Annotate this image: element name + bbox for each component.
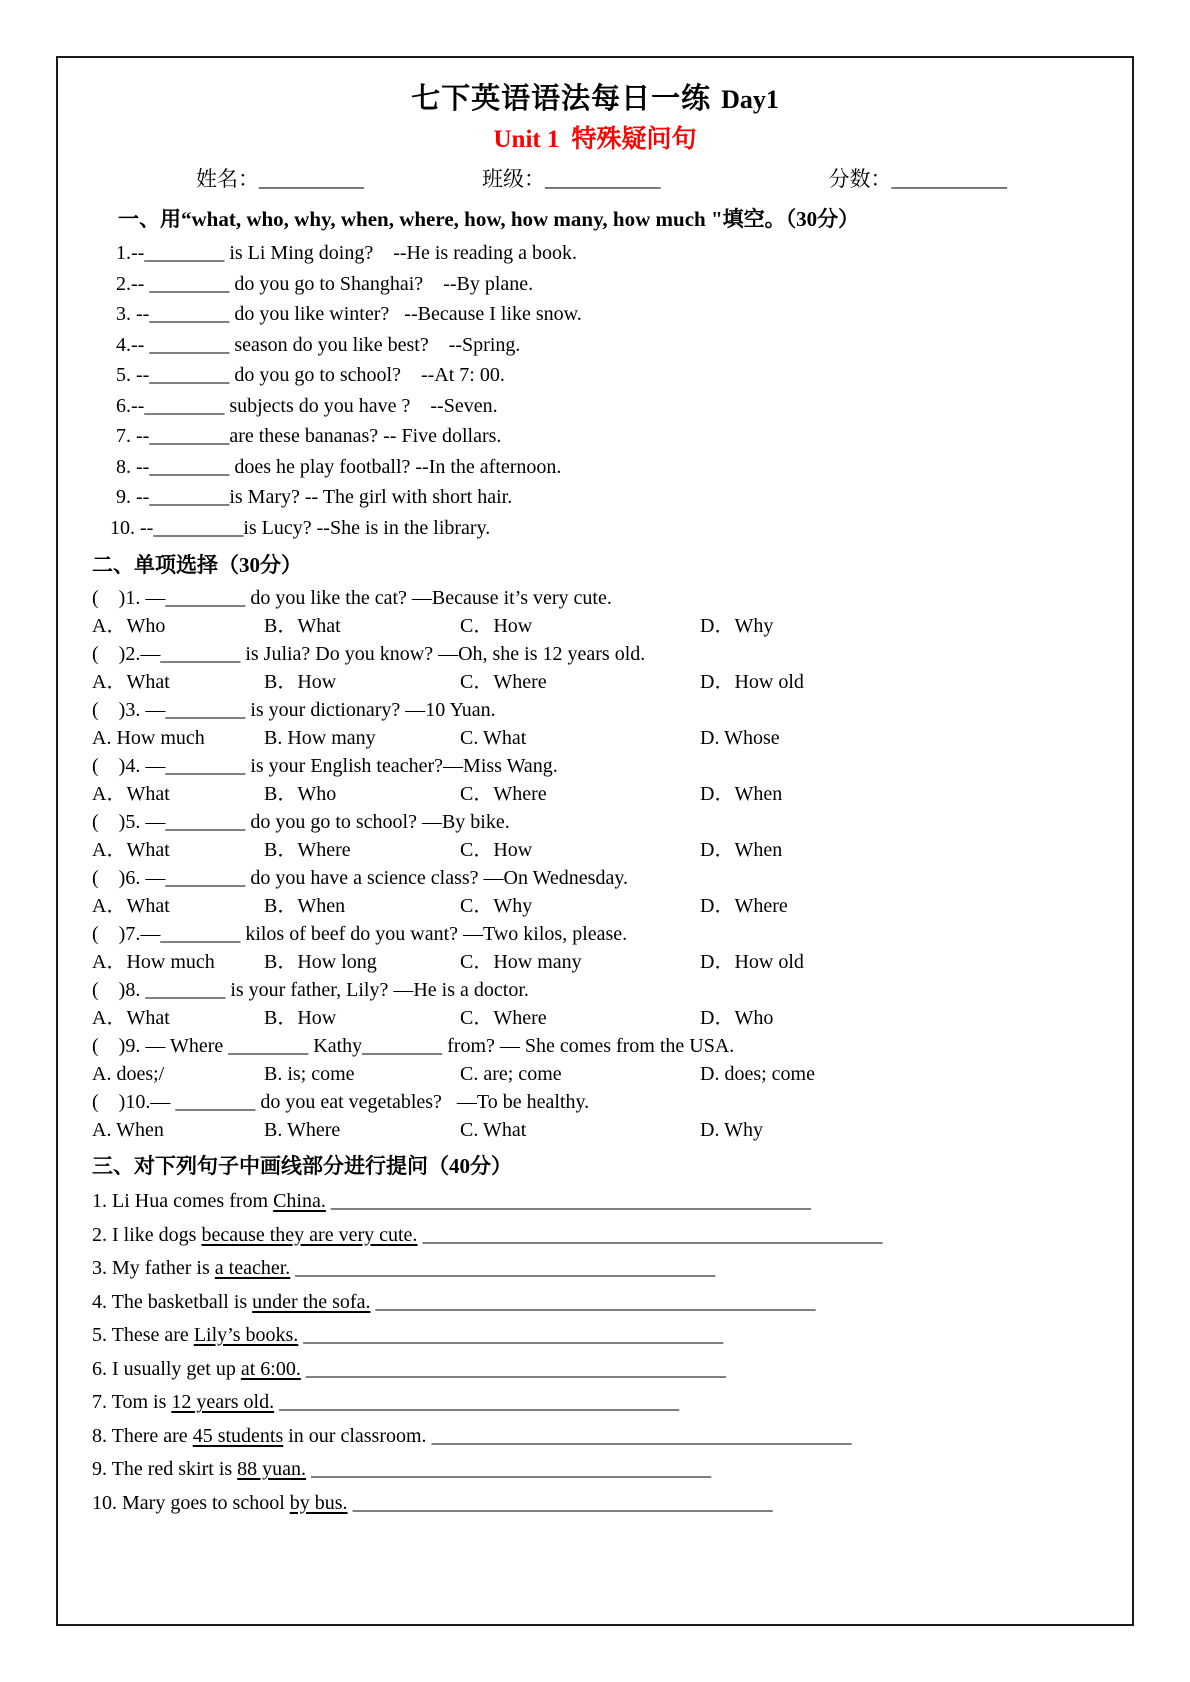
mcq-question: [84, 752, 1106, 808]
mcq-question: [84, 864, 1106, 920]
underlined-text: China.: [273, 1190, 326, 1212]
rewrite-item: [84, 1487, 1106, 1521]
class-blank-line: ___________: [545, 167, 661, 191]
score-blank-line: ___________: [891, 167, 1007, 191]
underlined-text: under the sofa.: [252, 1290, 371, 1313]
underlined-text: at 6:00.: [240, 1357, 301, 1380]
choice-c: C．How: [460, 615, 533, 637]
choice-a: A．What: [92, 895, 170, 917]
answer-blank: ____________________________________________: [375, 1290, 816, 1313]
choice-c: C．Where: [460, 783, 547, 805]
choice-c: C．How many: [460, 951, 582, 973]
choice-b: B．Where: [264, 839, 351, 861]
mcq-question: [84, 640, 1106, 696]
answer-blank: __________________________________________: [305, 1357, 726, 1380]
item-text: 3. My father is: [92, 1257, 215, 1279]
mcq-question: [84, 696, 1106, 752]
mcq-choices: [84, 724, 1106, 752]
rewrite-item: [84, 1252, 1106, 1286]
section1-heading: 一、用“what, who, why, when, where, how, how many, how much "填空。（30分）: [118, 207, 860, 231]
choice-a: A．What: [92, 1007, 170, 1029]
section-fill-in: [84, 203, 1106, 543]
mcq-choices: [84, 1060, 1106, 1088]
score-label: 分数：: [828, 167, 892, 191]
answer-blank: ________________________________________: [279, 1391, 680, 1413]
fill-in-item: 7. --________are these bananas? -- Five dollars.: [116, 425, 502, 447]
mcq-stem: ( )4. —________ is your English teacher?—Miss Wang.: [92, 755, 558, 777]
choice-a: A．What: [92, 839, 170, 861]
page-title-day: Day1: [721, 85, 779, 114]
choice-b: B．How long: [264, 951, 377, 973]
rewrite-item: [84, 1386, 1106, 1420]
choice-b: B．How: [264, 671, 337, 693]
item-text: 5. These are: [92, 1324, 194, 1346]
mcq-question: [84, 1088, 1106, 1144]
name-blank-line: __________: [259, 167, 364, 191]
fill-in-item: 10. --_________is Lucy? --She is in the library.: [110, 516, 491, 539]
underlined-text: by bus.: [289, 1491, 348, 1514]
mcq-stem: ( )5. —________ do you go to school? —By bike.: [92, 811, 510, 833]
rewrite-item: [84, 1286, 1106, 1320]
choice-a: A. How much: [92, 727, 205, 749]
underlined-text: a teacher.: [214, 1257, 291, 1279]
item-text: 10. Mary goes to school: [92, 1491, 290, 1514]
unit-subtitle: [84, 119, 1106, 155]
item-text: 7. Tom is: [92, 1391, 172, 1413]
choice-b: B. is; come: [264, 1063, 355, 1085]
answer-blank: ________________________________________: [311, 1458, 712, 1480]
rewrite-item: [84, 1219, 1106, 1253]
item-text: 4. The basketball is: [92, 1290, 253, 1313]
fill-in-item: 3. --________ do you like winter? --Because I like snow.: [116, 303, 582, 325]
choice-c: C．Where: [460, 1007, 547, 1029]
section-question-rewrite: [84, 1150, 1106, 1520]
choice-c: C. What: [460, 1119, 527, 1141]
answer-blank: __________________________________________: [431, 1424, 852, 1447]
choice-b: B. Where: [264, 1119, 341, 1141]
score-field: [829, 163, 1008, 193]
choice-d: D. Why: [700, 1119, 763, 1141]
choice-d: D．How old: [700, 671, 804, 693]
mcq-question: [84, 920, 1106, 976]
name-label: 姓名：: [196, 167, 259, 191]
section3-heading: 三、对下列句子中画线部分进行提问（40分）: [92, 1154, 512, 1178]
fill-in-item: 8. --________ does he play football? --In the afternoon.: [116, 455, 562, 478]
item-text: 2. I like dogs: [92, 1223, 202, 1246]
choice-a: A．What: [92, 783, 170, 805]
item-text: 6. I usually get up: [92, 1357, 241, 1380]
item-text: 9. The red skirt is: [92, 1458, 238, 1480]
rewrite-item: [84, 1453, 1106, 1487]
choice-b: B．How: [264, 1007, 337, 1029]
unit-label: Unit 1: [493, 126, 560, 153]
mcq-stem: ( )8. ________ is your father, Lily? —He is a doctor.: [92, 979, 529, 1001]
fill-in-item: 4.-- ________ season do you like best? --Spring.: [116, 333, 521, 356]
page-title-main: 七下英语语法每日一练: [411, 83, 712, 115]
rewrite-item: [84, 1353, 1106, 1387]
mcq-choices: [84, 780, 1106, 808]
answer-blank: __________________________________________: [295, 1257, 716, 1279]
rewrite-item: [84, 1420, 1106, 1454]
choice-b: B. How many: [264, 727, 376, 749]
underlined-text: 88 yuan.: [237, 1458, 307, 1480]
mcq-question: [84, 584, 1106, 640]
worksheet-page: [56, 56, 1134, 1626]
mcq-stem: ( )6. —________ do you have a science class? —On Wednesday.: [92, 867, 629, 889]
section2-heading: 二、单项选择（30分）: [92, 553, 302, 577]
choice-a: A．Who: [92, 615, 166, 637]
page-title: [84, 76, 1106, 117]
item-text: in our classroom.: [283, 1424, 432, 1447]
rewrite-item: [84, 1319, 1106, 1353]
answer-blank: __________________________________________: [303, 1324, 724, 1346]
mcq-stem: ( )10.— ________ do you eat vegetables? —To be healthy.: [92, 1091, 590, 1113]
mcq-stem: ( )2.—________ is Julia? Do you know? —Oh, she is 12 years old.: [92, 643, 646, 665]
choice-a: A. When: [92, 1119, 164, 1141]
rewrite-item: [84, 1185, 1106, 1219]
choice-b: B．When: [264, 895, 346, 917]
mcq-choices: [84, 612, 1106, 640]
underlined-text: because they are very cute.: [201, 1223, 418, 1246]
mcq-question: [84, 808, 1106, 864]
mcq-question: [84, 1032, 1106, 1088]
answer-blank: ______________________________________________: [422, 1223, 883, 1246]
mcq-stem: ( )9. — Where ________ Kathy________ from? — She comes from the USA.: [92, 1035, 735, 1057]
class-field: [482, 163, 661, 193]
choice-d: D. does; come: [700, 1063, 815, 1085]
mcq-stem: ( )7.—________ kilos of beef do you want? —Two kilos, please.: [92, 923, 628, 945]
name-field: [196, 163, 364, 193]
mcq-choices: [84, 668, 1106, 696]
choice-d: D．Why: [700, 615, 774, 637]
choice-a: A．What: [92, 671, 170, 693]
mcq-stem: ( )1. —________ do you like the cat? —Because it’s very cute.: [92, 587, 612, 609]
choice-b: B．What: [264, 615, 341, 637]
mcq-choices: [84, 892, 1106, 920]
fill-in-item: 2.-- ________ do you go to Shanghai? --By plane.: [116, 272, 534, 295]
choice-c: C. What: [460, 727, 527, 749]
underlined-text: Lily’s books.: [193, 1324, 299, 1346]
fill-in-item: 9. --________is Mary? -- The girl with short hair.: [116, 486, 513, 508]
mcq-question: [84, 976, 1106, 1032]
item-text: 1. Li Hua comes from: [92, 1190, 274, 1212]
mcq-stem: ( )3. —________ is your dictionary? —10 Yuan.: [92, 699, 496, 721]
mcq-choices: [84, 1116, 1106, 1144]
class-label: 班级：: [482, 167, 545, 191]
mcq-choices: [84, 948, 1106, 976]
answer-blank: ________________________________________________: [330, 1190, 811, 1212]
choice-d: D．Where: [700, 895, 788, 917]
choice-d: D．How old: [700, 951, 804, 973]
student-info-row: [84, 163, 1106, 193]
mcq-choices: [84, 836, 1106, 864]
fill-in-item: 1.--________ is Li Ming doing? --He is reading a book.: [116, 242, 578, 264]
choice-d: D．Who: [700, 1007, 774, 1029]
choice-c: C．Why: [460, 895, 533, 917]
choice-c: C．Where: [460, 671, 547, 693]
choice-a: A．How much: [92, 951, 215, 973]
section-multiple-choice: [84, 549, 1106, 1144]
item-text: 8. There are: [92, 1424, 193, 1447]
choice-c: C．How: [460, 839, 533, 861]
fill-in-item: 6.--________ subjects do you have ? --Seven.: [116, 394, 498, 417]
choice-c: C. are; come: [460, 1063, 562, 1085]
unit-topic: 特殊疑问句: [571, 126, 697, 153]
underlined-text: 45 students: [192, 1424, 284, 1447]
choice-d: D. Whose: [700, 727, 780, 749]
choice-a: A. does;/: [92, 1063, 165, 1085]
answer-blank: __________________________________________: [352, 1491, 773, 1514]
choice-d: D．When: [700, 783, 783, 805]
underlined-text: 12 years old.: [171, 1391, 275, 1413]
choice-d: D．When: [700, 839, 783, 861]
mcq-choices: [84, 1004, 1106, 1032]
choice-b: B．Who: [264, 783, 337, 805]
fill-in-item: 5. --________ do you go to school? --At 7: 00.: [116, 364, 505, 386]
